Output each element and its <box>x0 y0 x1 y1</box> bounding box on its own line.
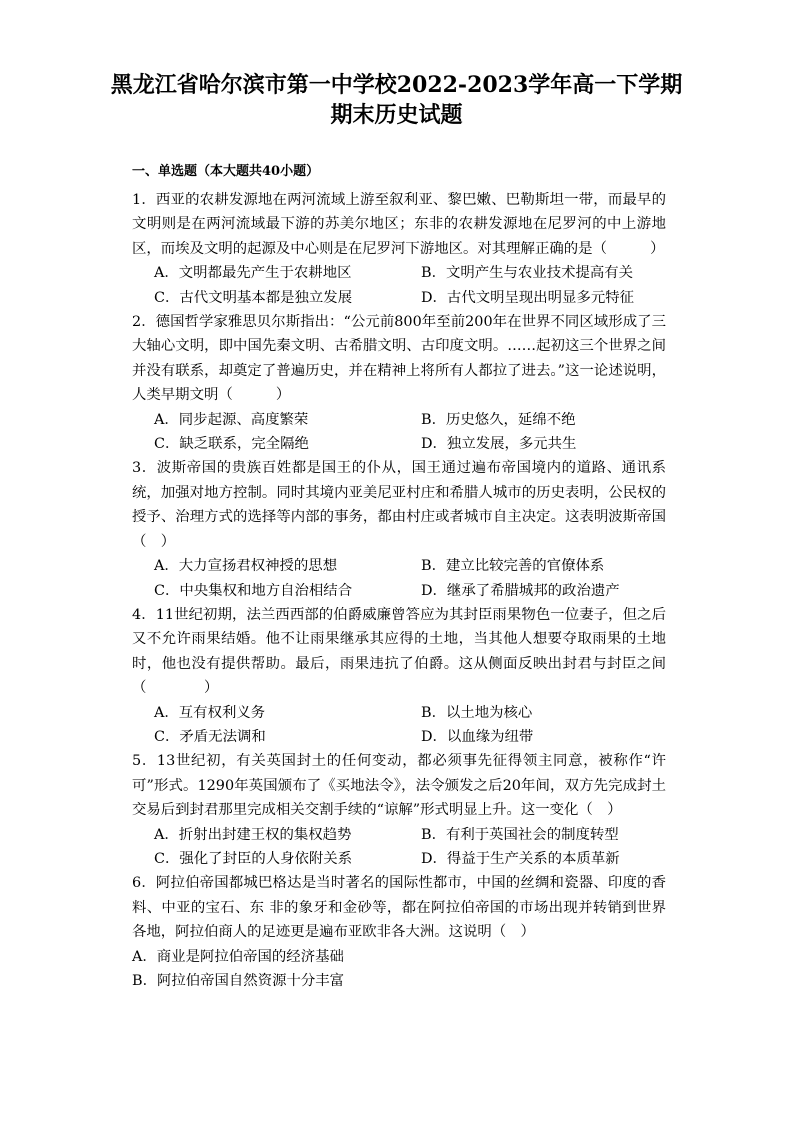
answer-option-d: D．得益于生产关系的本质革新 <box>421 850 620 867</box>
answer-options <box>132 701 666 750</box>
answer-option-b: B．建立比较完善的官僚体系 <box>421 558 605 575</box>
answer-option-b: B．以土地为核心 <box>421 704 533 721</box>
answer-option-d: D．古代文明呈现出明显多元特征 <box>421 289 635 306</box>
answer-option-a: A．大力宣扬君权神授的思想 <box>154 558 338 575</box>
answer-option-b: B．有利于英国社会的制度转型 <box>421 826 619 843</box>
answer-option-a: A．商业是阿拉伯帝国的经济基础 <box>132 948 344 965</box>
question-5 <box>132 749 666 871</box>
question-6 <box>132 871 666 993</box>
question-1 <box>132 188 666 310</box>
answer-option-a: A．文明都最先产生于农耕地区 <box>154 265 352 282</box>
answer-option-d: D．以血缘为纽带 <box>421 728 534 745</box>
answer-option-b: B．历史悠久，延绵不绝 <box>421 411 576 428</box>
answer-options <box>132 554 666 603</box>
question-stem: 3．波斯帝国的贵族百姓都是国王的仆从，国王通过遍布帝国境内的道路、通讯系统，加强对地方控制。同时其境内亚美尼亚村庄和希腊人城市的历史表明，公民权的授予、治理方式的选择等内部的事务，都由村庄或者城市自主决定。这表明波斯帝国（ ） <box>132 460 666 550</box>
exam-title-line-2: 期末历史试题 <box>330 102 463 128</box>
answer-option-b: B．阿拉伯帝国自然资源十分丰富 <box>132 973 345 989</box>
answer-options <box>132 261 666 310</box>
exam-title-line-1: 黑龙江省哈尔滨市第一中学校2022-2023学年高一下学期 <box>110 72 683 98</box>
exam-title <box>100 70 693 130</box>
question-stem: 6．阿拉伯帝国都城巴格达是当时著名的国际性都市，中国的丝绸和瓷器、印度的香料、中亚的宝石、东 非的象牙和金砂等，都在阿拉伯帝国的市场出现并转销到世界各地，阿拉伯商人的足迹更是遍布亚欧非各大洲。这说明（ ） <box>132 875 666 941</box>
answer-option-c: C．古代文明基本都是独立发展 <box>154 289 353 306</box>
answer-option-a: A．同步起源、高度繁荣 <box>154 411 309 428</box>
question-2 <box>132 310 666 456</box>
section-heading: 一、单选题（本大题共40小题） <box>132 164 320 179</box>
answer-option-c: C．矛盾无法调和 <box>154 728 266 745</box>
question-stem: 4．11世纪初期，法兰西西部的伯爵威廉曾答应为其封臣雨果物色一位妻子，但之后又不允许雨果结婚。他不让雨果继承其应得的土地，当其他人想要夺取雨果的土地时，他也没有提供帮助。最后，雨果违抗了伯爵。这从侧面反映出封君与封臣之间（ ） <box>132 606 666 697</box>
question-stem: 5．13世纪初，有关英国封土的任何变动，都必须事先征得领主同意，被称作“许可”形式。1290年英国颁布了《买地法令》，法令颁发之后20年间，双方先完成封土交易后到封君那里完成相关交割手续的“谅解”形式明显上升。这一变化（ ） <box>132 753 666 819</box>
answer-option-b: B．文明产生与农业技术提高有关 <box>421 265 634 282</box>
answer-options <box>132 408 666 457</box>
question-stem: 2．德国哲学家雅思贝尔斯指出：“公元前800年至前200年在世界不同区域形成了三大轴心文明，即中国先秦文明、古希腊文明、古印度文明。……起初这三个世界之间并没有联系，却奠定了普遍历史，并在精神上将所有人都拉了进去。”这一论述说明，人类早期文明（ ） <box>132 314 666 404</box>
question-list <box>132 188 666 993</box>
question-3 <box>132 456 666 602</box>
answer-option-c: C．强化了封臣的人身依附关系 <box>154 850 353 867</box>
answer-option-d: D．独立发展，多元共生 <box>421 436 577 453</box>
question-4 <box>132 603 666 749</box>
answer-option-a: A．互有权利义务 <box>154 704 266 721</box>
answer-option-c: C．缺乏联系，完全隔绝 <box>154 436 309 453</box>
answer-option-c: C．中央集权和地方自治相结合 <box>154 582 353 599</box>
question-stem: 1．西亚的农耕发源地在两河流域上游至叙利亚、黎巴嫩、巴勒斯坦一带，而最早的文明则是在两河流域最下游的苏美尔地区；东非的农耕发源地在尼罗河的中上游地区，而埃及文明的起源及中心则是在尼罗河下游地区。对其理解正确的是（ ） <box>132 192 666 257</box>
answer-option-a: A．折射出封建王权的集权趋势 <box>154 826 352 843</box>
answer-option-d: D．继承了希腊城邦的政治遗产 <box>421 582 620 599</box>
answer-options <box>132 823 666 872</box>
answer-options <box>132 945 666 994</box>
